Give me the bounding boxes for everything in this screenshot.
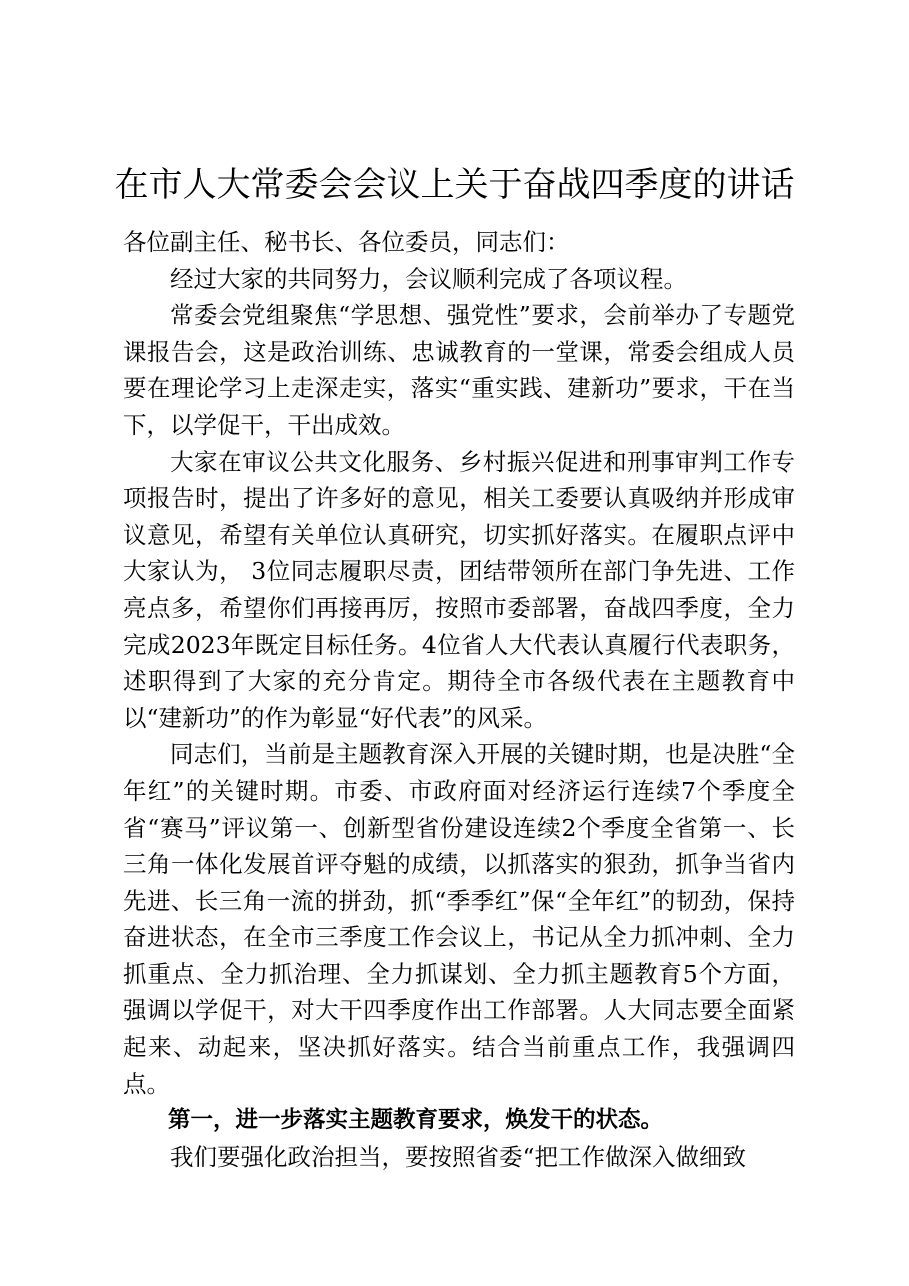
section-heading: 第一，进一步落实主题教育要求，焕发干的状态。 xyxy=(168,1107,664,1134)
salutation: 各位副主任、秘书长、各位委员，同志们： xyxy=(123,228,570,256)
paragraph-3: 大家在审议公共文化服务、乡村振兴促进和刑事审判工作专项报告时，提出了许多好的意见，相关工委要认真吸纳并形成审议意见，希望有关单位认真研究，切实抓好落实。在履职点评中大家认为， 3位同志履职尽责，团结带领所在部门争先进、工作亮点多，希望你们再接再厉，按照市委部署，奋战四季度，全力完成2023年既定目标任务。4位省人大代表认真履行代表职务，述职得到了大家的充分肯定。期待全市各级代表在主题教育中以“建新功”的作为彰显“好代表”的风采。 xyxy=(123,447,795,732)
paragraph-1: 经过大家的共同努力，会议顺利完成了各项议程。 xyxy=(170,264,687,293)
document-body xyxy=(123,224,795,1175)
document-title: 在市人大常委会会议上关于奋战四季度的讲话 xyxy=(114,165,795,205)
paragraph-4: 同志们，当前是主题教育深入开展的关键时期，也是决胜“全年红”的关键时期。市委、市政府面对经济运行连续7个季度全省“赛马”评议第一、创新型省份建设连续2个季度全省第一、长三角一体化发展首评夺魁的成绩，以抓落实的狠劲，抓争当省内先进、长三角一流的拼劲，抓“季季红”保“全年红”的韧劲，保持奋进状态，在全市三季度工作会议上，书记从全力抓冲刺、全力抓重点、全力抓治理、全力抓谋划、全力抓主题教育5个方面，强调以学促干，对大干四季度作出工作部署。人大同志要全面紧起来、动起来，坚决抓好落实。结合当前重点工作，我强调四点。 xyxy=(123,740,795,1098)
paragraph-2: 常委会党组聚焦“学思想、强党性”要求，会前举办了专题党课报告会，这是政治训练、忠诚教育的一堂课，常委会组成人员要在理论学习上走深走实，落实“重实践、建新功”要求，干在当下，以学促干，干出成效。 xyxy=(123,301,795,439)
section-paragraph: 我们要强化政治担当，要按照省委“把工作做深入做细致 xyxy=(170,1142,747,1171)
